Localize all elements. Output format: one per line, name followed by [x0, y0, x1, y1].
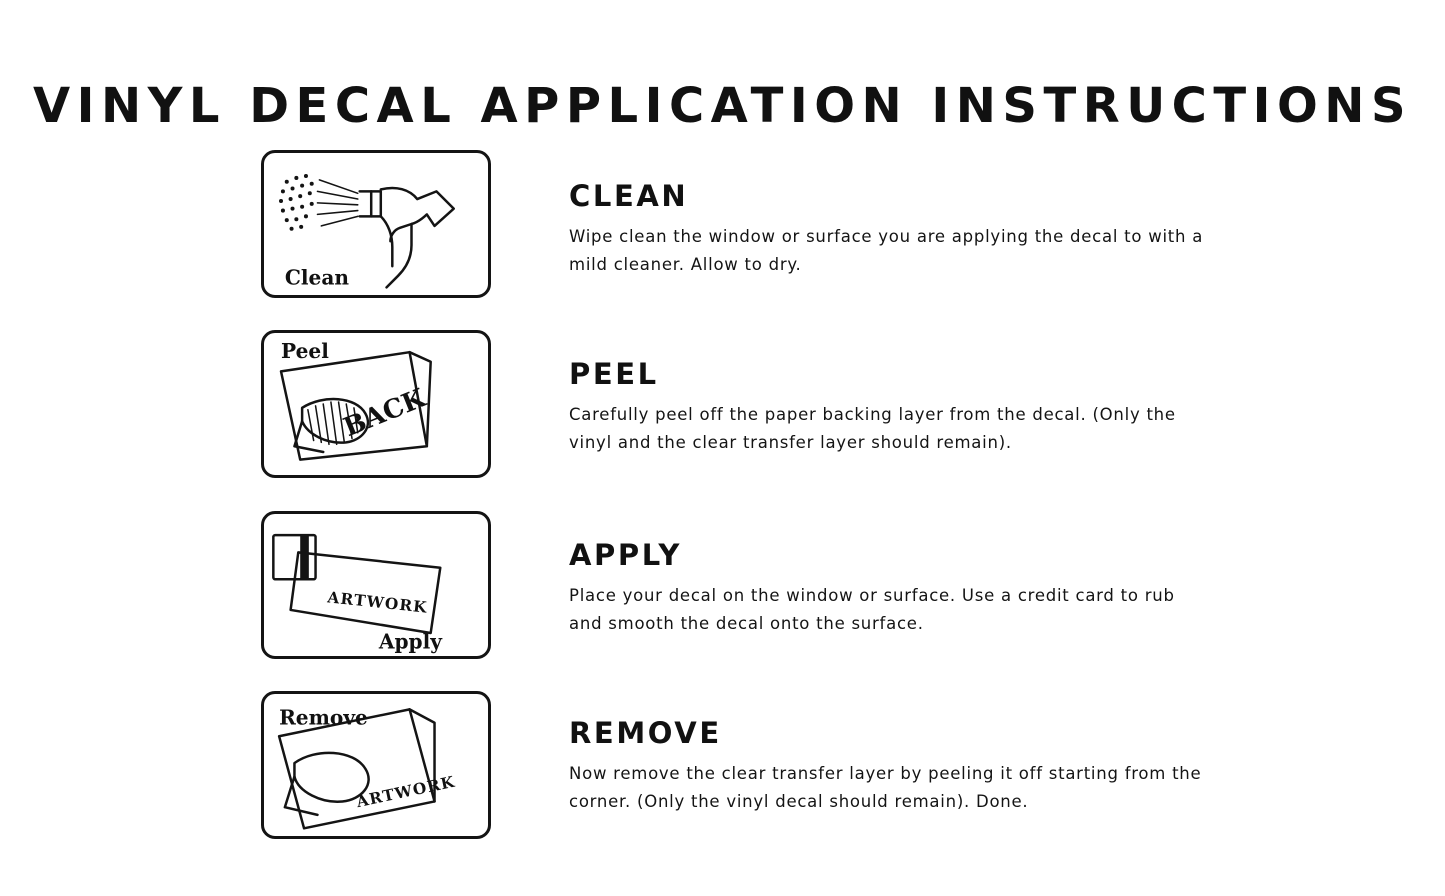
spray-droplets: [279, 174, 314, 231]
figure-caption-back: BACK: [339, 383, 430, 444]
step-apply-body: Place your decal on the window or surface. Use a credit card to rub and smooth the decal onto the surface.: [569, 586, 1175, 633]
step-peel-text: [569, 357, 1269, 456]
step-remove-body: Now remove the clear transfer layer by peeling it off starting from the corner. (Only the vinyl decal should remain). Done.: [569, 764, 1202, 811]
step-remove-figure: [261, 691, 491, 839]
spray-lines: [317, 180, 357, 226]
step-clean-heading: CLEAN: [569, 179, 689, 213]
step-apply: [0, 511, 1445, 691]
figure-caption-artwork-remove: ARTWORK: [354, 772, 457, 812]
figure-caption-remove: Remove: [279, 705, 368, 730]
step-peel-body: Carefully peel off the paper backing layer from the decal. (Only the vinyl and the clear transfer layer should remain).: [569, 405, 1176, 452]
peel-backing-icon: [264, 333, 488, 475]
figure-caption-clean: Clean: [284, 265, 349, 290]
step-clean-body: Wipe clean the window or surface you are applying the decal to with a mild cleaner. Allow to dry.: [569, 227, 1204, 274]
step-peel-heading: PEEL: [569, 357, 659, 391]
figure-caption-peel: Peel: [281, 338, 329, 363]
figure-caption-artwork: ARTWORK: [326, 588, 429, 617]
page-title: VINYL DECAL APPLICATION INSTRUCTIONS: [32, 78, 1413, 135]
spray-bottle-icon: [264, 153, 488, 295]
figure-caption-apply: Apply: [378, 629, 442, 654]
step-clean-figure: [261, 150, 491, 298]
step-peel: [0, 330, 1445, 510]
step-apply-heading: APPLY: [569, 538, 682, 572]
step-apply-figure: [261, 511, 491, 659]
remove-transfer-icon: [264, 694, 488, 836]
step-apply-text: [569, 538, 1269, 637]
step-remove-text: [569, 716, 1269, 815]
step-clean-text: [569, 179, 1269, 278]
step-remove: [0, 691, 1445, 871]
step-clean: [0, 150, 1445, 330]
step-peel-figure: [261, 330, 491, 478]
step-remove-heading: REMOVE: [569, 716, 722, 750]
spray-bottle-outline: [360, 188, 454, 287]
squeegee-artwork-icon: [264, 514, 488, 656]
